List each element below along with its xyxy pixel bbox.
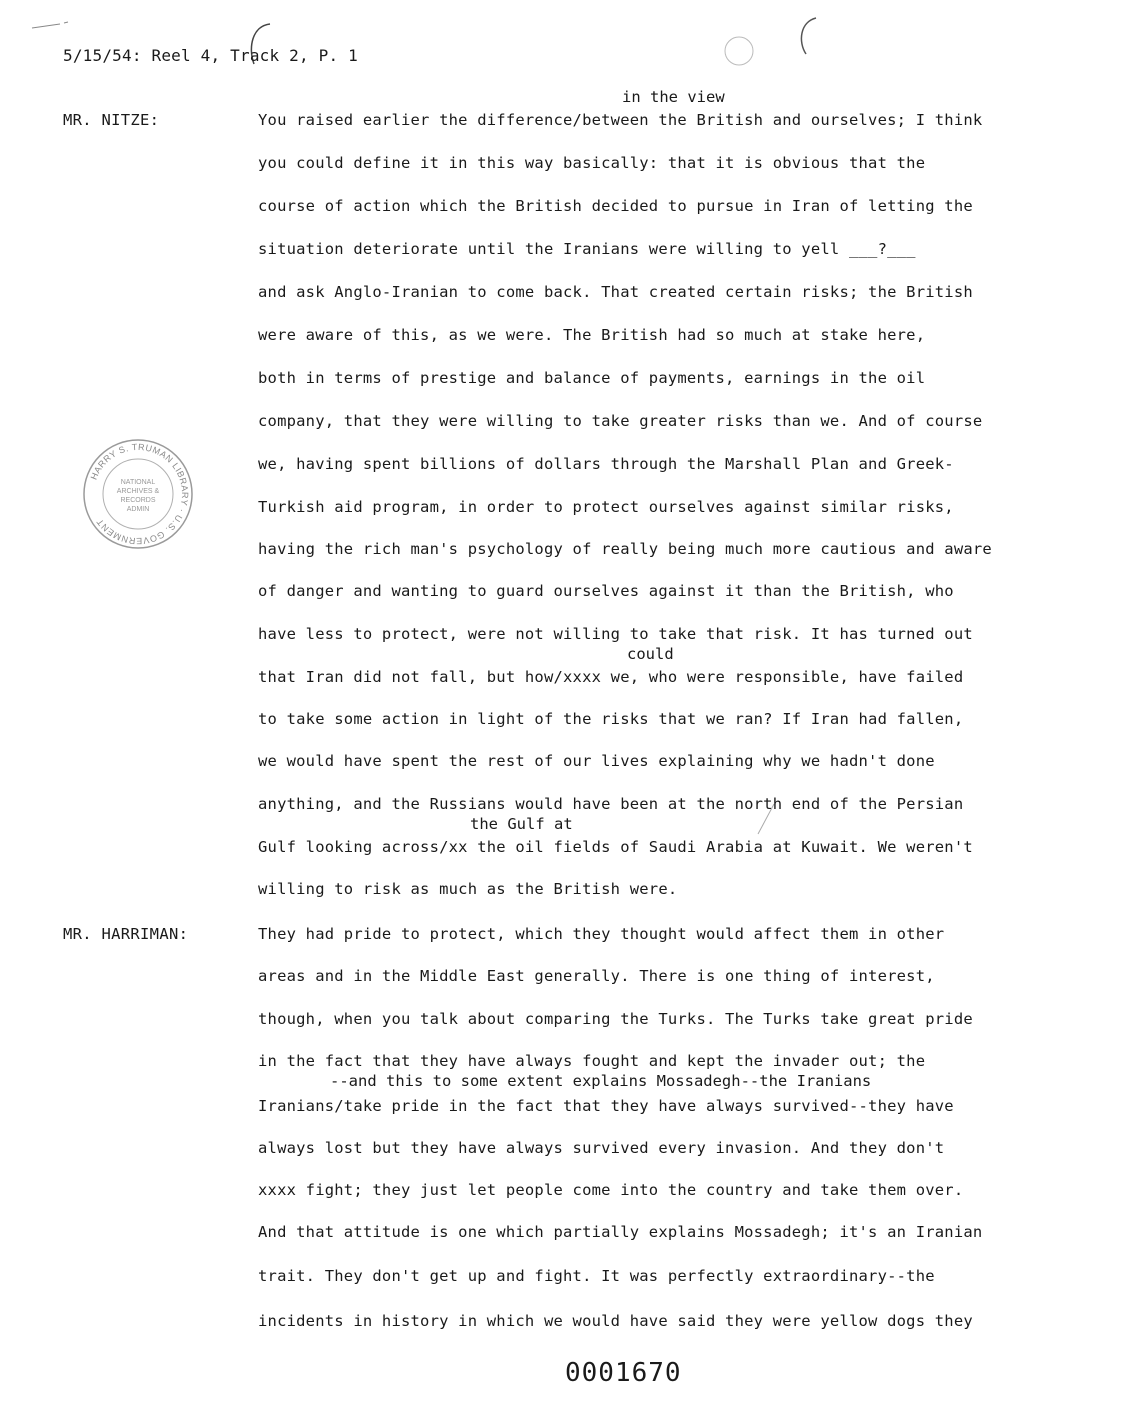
text-line: They had pride to protect, which they thought would affect them in other xyxy=(258,925,945,943)
text-line: incidents in history in which we would have said they were yellow dogs they xyxy=(258,1312,973,1330)
text-line: Gulf looking across/xx the oil fields of Saudi Arabia at Kuwait. We weren't xyxy=(258,838,973,856)
speaker-label: MR. NITZE: xyxy=(63,111,160,129)
text-line: company, that they were willing to take greater risks than we. And of course xyxy=(258,412,983,430)
text-line: Turkish aid program, in order to protect ourselves against similar risks, xyxy=(258,498,954,516)
text-line: to take some action in light of the risks that we ran? If Iran had fallen, xyxy=(258,710,964,728)
text-line: both in terms of prestige and balance of payments, earnings in the oil xyxy=(258,369,926,387)
inserted-text: could xyxy=(627,645,674,663)
text-line: we would have spent the rest of our lives explaining why we hadn't done xyxy=(258,752,935,770)
text-line: areas and in the Middle East generally. There is one thing of interest, xyxy=(258,967,935,985)
text-line: though, when you talk about comparing the Turks. The Turks take great pride xyxy=(258,1010,973,1028)
text-line: in the fact that they have always fought and kept the invader out; the xyxy=(258,1052,926,1070)
text-line: course of action which the British decided to pursue in Iran of letting the xyxy=(258,197,973,215)
text-line: and ask Anglo-Iranian to come back. That created certain risks; the British xyxy=(258,283,973,301)
text-line: willing to risk as much as the British were. xyxy=(258,880,678,898)
text-line: of danger and wanting to guard ourselves against it than the British, who xyxy=(258,582,954,600)
text-line: And that attitude is one which partially explains Mossadegh; it's an Iranian xyxy=(258,1223,983,1241)
text-line: have less to protect, were not willing to take that risk. It has turned out xyxy=(258,625,973,643)
text-line: trait. They don't get up and fight. It was perfectly extraordinary--the xyxy=(258,1267,935,1285)
punch-hole-mark xyxy=(790,12,830,62)
page-header: 5/15/54: Reel 4, Track 2, P. 1 xyxy=(63,46,358,65)
inserted-text: --and this to some extent explains Mossadegh--the Iranians xyxy=(330,1072,872,1090)
text-line: that Iran did not fall, but how/xxxx we, who were responsible, have failed xyxy=(258,668,964,686)
svg-text:RECORDS: RECORDS xyxy=(120,497,156,504)
page-id: 0001670 xyxy=(565,1358,682,1388)
text-line: you could define it in this way basically: that it is obvious that the xyxy=(258,154,926,172)
inserted-text: in the view xyxy=(622,88,725,106)
svg-text:ARCHIVES &: ARCHIVES & xyxy=(116,488,160,495)
text-line: always lost but they have always survived every invasion. And they don't xyxy=(258,1139,945,1157)
punch-hole-mark xyxy=(718,30,760,72)
text-line: anything, and the Russians would have been at the north end of the Persian xyxy=(258,795,964,813)
inserted-text: the Gulf at xyxy=(470,815,573,833)
pencil-mark xyxy=(30,20,70,34)
speaker-label: MR. HARRIMAN: xyxy=(63,925,189,943)
text-line: having the rich man's psychology of really being much more cautious and aware xyxy=(258,540,992,558)
text-line: Iranians/take pride in the fact that they have always survived--they have xyxy=(258,1097,954,1115)
text-line: situation deteriorate until the Iranians were willing to yell ___?___ xyxy=(258,240,916,258)
text-line: You raised earlier the difference/between the British and ourselves; I think xyxy=(258,111,983,129)
svg-text:HARRY S. TRUMAN LIBRARY · U.S.: HARRY S. TRUMAN LIBRARY · U.S. GOVERNMENT xyxy=(88,441,191,547)
svg-text:ADMIN: ADMIN xyxy=(126,506,150,513)
text-line: xxxx fight; they just let people come into the country and take them over. xyxy=(258,1181,964,1199)
text-line: were aware of this, as we were. The British had so much at stake here, xyxy=(258,326,926,344)
archive-stamp xyxy=(82,438,194,550)
text-line: we, having spent billions of dollars through the Marshall Plan and Greek- xyxy=(258,455,954,473)
svg-text:NATIONAL: NATIONAL xyxy=(120,479,156,486)
